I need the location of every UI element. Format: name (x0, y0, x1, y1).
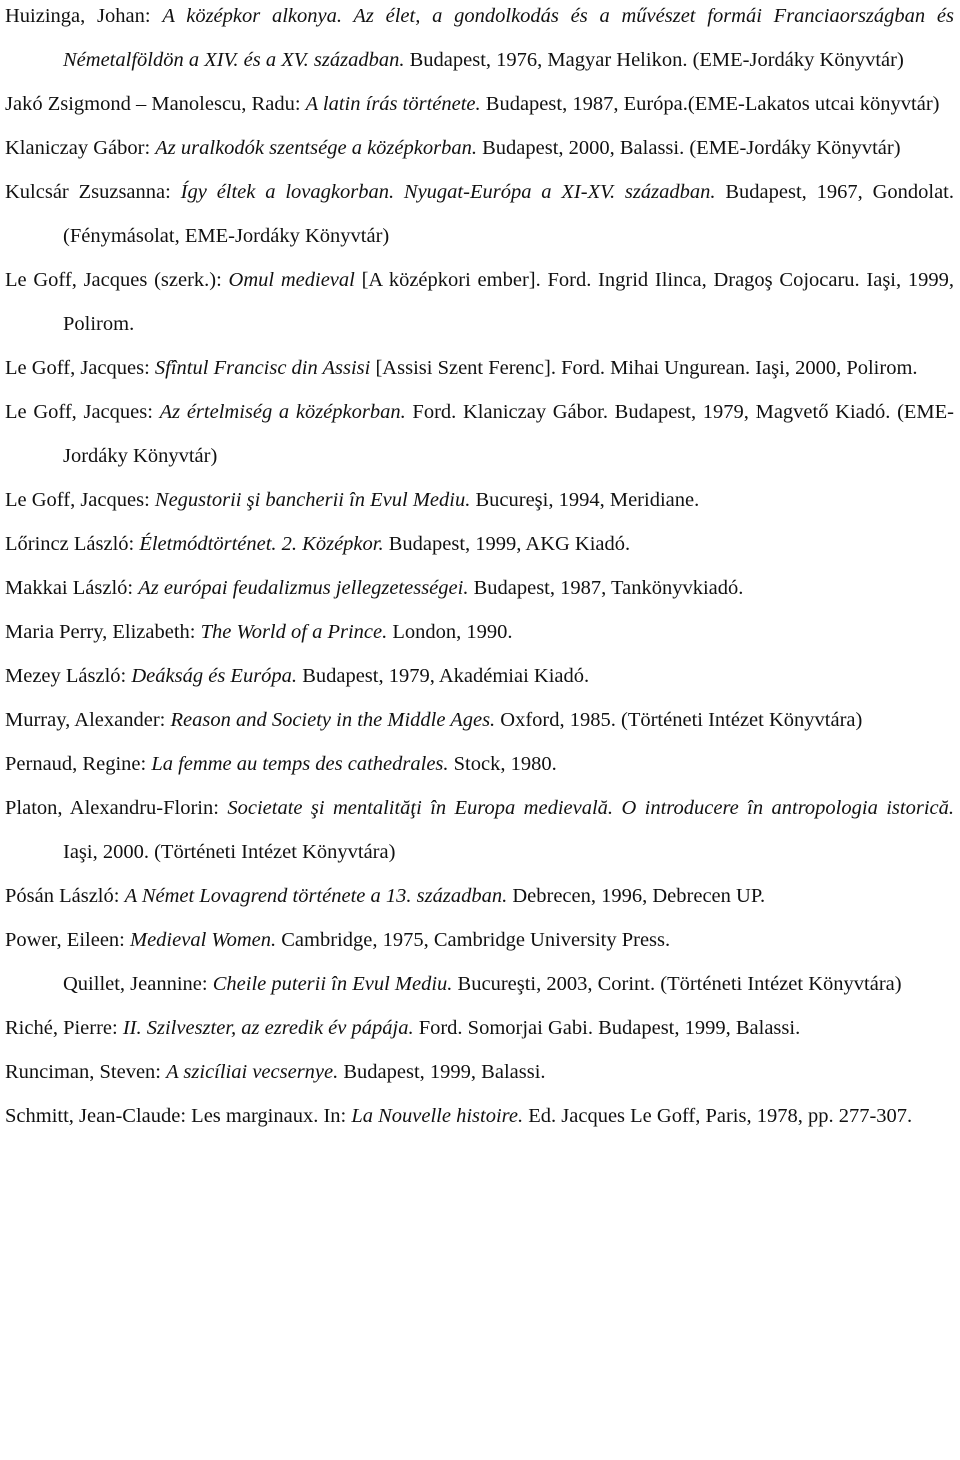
entry-text: Riché, Pierre: (5, 1017, 123, 1039)
entry-text: Runciman, Steven: (5, 1061, 167, 1083)
entry-text: Maria Perry, Elizabeth: (5, 621, 201, 643)
entry-text: Budapest, 1967, Gondolat. (Fénymásolat, EME-Jordáky Könyvtár) (63, 181, 954, 247)
entry-text: Pernaud, Regine: (5, 753, 152, 775)
entry-title: The World of a Prince. (200, 621, 388, 643)
entry-text: Budapest, 1999, Balassi. (338, 1061, 546, 1083)
bibliography-entry (5, 654, 954, 698)
entry-text: Debrecen, 1996, Debrecen UP. (507, 885, 766, 907)
bibliography-entry (5, 1094, 954, 1138)
entry-text: Huizinga, Johan: (5, 5, 163, 27)
entry-text: [Assisi Szent Ferenc]. Ford. Mihai Ungurean. Iaşi, 2000, Polirom. (370, 357, 918, 379)
bibliography-entry (5, 170, 954, 258)
entry-title: A középkor alkonya. Az élet, a gondolkodás és a művészet formái Franciaországban és Németalföldön a XIV. és a XV. században. (63, 5, 954, 71)
bibliography-entry (5, 918, 954, 962)
entry-title: Az értelmiség a középkorban. (159, 401, 406, 423)
bibliography-entry (5, 478, 954, 522)
entry-text: Budapest, 1999, AKG Kiadó. (383, 533, 631, 555)
bibliography-entry (5, 346, 954, 390)
bibliography-list (5, 0, 954, 1138)
bibliography-entry (5, 742, 954, 786)
bibliography-entry (5, 698, 954, 742)
entry-text: Le Goff, Jacques: (5, 401, 160, 423)
entry-text: Jakó Zsigmond – Manolescu, Radu: (5, 93, 306, 115)
entry-title: Az uralkodók szentsége a középkorban. (155, 137, 477, 159)
bibliography-entry (5, 786, 954, 874)
entry-text: Kulcsár Zsuzsanna: (5, 181, 181, 203)
entry-title: A szicíliai vecsernye. (166, 1061, 339, 1083)
entry-text: Schmitt, Jean-Claude: Les marginaux. In: (5, 1105, 352, 1127)
entry-text: Budapest, 1979, Akadémiai Kiadó. (297, 665, 590, 687)
entry-title: A Német Lovagrend története a 13. században. (124, 885, 508, 907)
entry-text: Bucureşi, 1994, Meridiane. (470, 489, 700, 511)
entry-text: Ed. Jacques Le Goff, Paris, 1978, pp. 277-307. (523, 1105, 913, 1127)
entry-title: Sfîntul Francisc din Assisi (154, 357, 371, 379)
entry-text: Le Goff, Jacques: (5, 357, 155, 379)
entry-text: Le Goff, Jacques (szerk.): (5, 269, 229, 291)
entry-title: Cheile puterii în Evul Mediu. (212, 973, 453, 995)
entry-title: Societate şi mentalităţi în Europa medievală. O introducere în antropologia istorică. (227, 797, 954, 819)
entry-text: Le Goff, Jacques: (5, 489, 155, 511)
entry-title: A latin írás története. (305, 93, 481, 115)
entry-text: Pósán László: (5, 885, 125, 907)
entry-text: [A középkori ember]. Ford. Ingrid Ilinca, Dragoş Cojocaru. Iaşi, 1999, Polirom. (63, 269, 955, 335)
bibliography-entry (5, 1050, 954, 1094)
entry-text: Platon, Alexandru-Florin: (5, 797, 228, 819)
entry-title: II. Szilveszter, az ezredik év pápája. (122, 1017, 414, 1039)
entry-text: Cambridge, 1975, Cambridge University Press. (276, 929, 671, 951)
entry-text: Budapest, 1976, Magyar Helikon. (EME-Jordáky Könyvtár) (404, 49, 904, 71)
entry-text: Iaşi, 2000. (Történeti Intézet Könyvtára) (63, 841, 396, 863)
entry-title: Medieval Women. (130, 929, 277, 951)
bibliography-entry (5, 610, 954, 654)
entry-title: La Nouvelle histoire. (351, 1105, 524, 1127)
entry-text: Budapest, 1987, Európa.(EME-Lakatos utcai könyvtár) (480, 93, 940, 115)
entry-title: Életmódtörténet. 2. Középkor. (139, 533, 384, 555)
bibliography-entry (5, 962, 954, 1006)
entry-text: Stock, 1980. (448, 753, 557, 775)
bibliography-entry (5, 82, 954, 126)
entry-text: Bucureşti, 2003, Corint. (Történeti Intézet Könyvtára) (452, 973, 902, 995)
entry-title: Negustorii şi bancherii în Evul Mediu. (154, 489, 471, 511)
entry-text: Budapest, 2000, Balassi. (EME-Jordáky Könyvtár) (476, 137, 901, 159)
bibliography-entry (5, 258, 954, 346)
entry-title: La femme au temps des cathedrales. (151, 753, 449, 775)
bibliography-entry (5, 126, 954, 170)
entry-text: Klaniczay Gábor: (5, 137, 156, 159)
bibliography-entry (5, 874, 954, 918)
entry-title: Deákság és Európa. (131, 665, 298, 687)
entry-text: Ford. Klaniczay Gábor. Budapest, 1979, Magvető Kiadó. (EME-Jordáky Könyvtár) (63, 401, 955, 467)
bibliography-entry (5, 1006, 954, 1050)
bibliography-entry (5, 522, 954, 566)
entry-text: Lőrincz László: (5, 533, 140, 555)
entry-title: Reason and Society in the Middle Ages. (170, 709, 496, 731)
entry-text: Oxford, 1985. (Történeti Intézet Könyvtára) (495, 709, 863, 731)
entry-text: Murray, Alexander: (5, 709, 171, 731)
entry-title: Omul medieval (228, 269, 355, 291)
entry-text: Mezey László: (5, 665, 132, 687)
bibliography-entry (5, 566, 954, 610)
entry-text: Budapest, 1987, Tankönyvkiadó. (468, 577, 744, 599)
entry-text: Ford. Somorjai Gabi. Budapest, 1999, Balassi. (413, 1017, 801, 1039)
entry-text: London, 1990. (387, 621, 513, 643)
bibliography-entry (5, 390, 954, 478)
entry-text: Power, Eileen: (5, 929, 130, 951)
entry-title: Így éltek a lovagkorban. Nyugat-Európa a XI-XV. században. (180, 181, 716, 203)
entry-text: Quillet, Jeannine: (63, 973, 213, 995)
entry-text: Makkai László: (5, 577, 139, 599)
entry-title: Az európai feudalizmus jellegzetességei. (138, 577, 469, 599)
bibliography-entry (5, 0, 954, 82)
